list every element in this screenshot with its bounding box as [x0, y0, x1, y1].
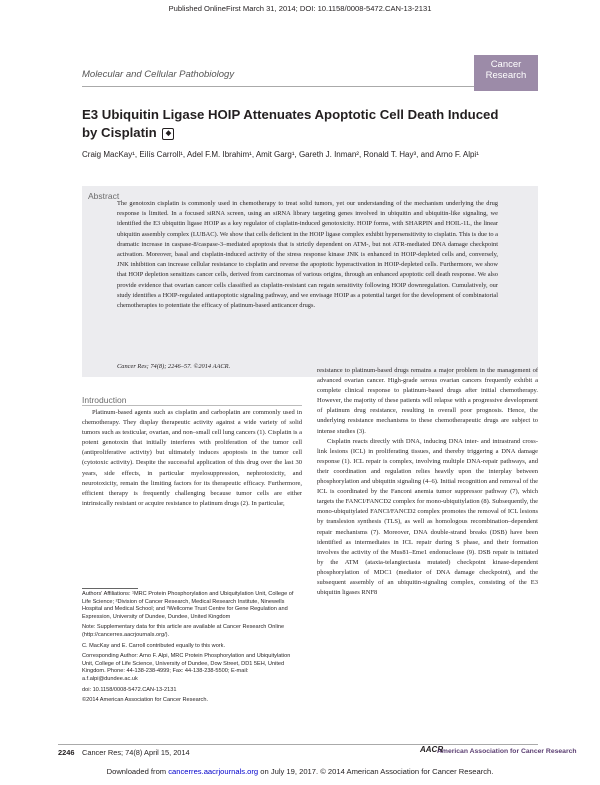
left-column [82, 408, 302, 509]
download-notice [0, 767, 600, 776]
introduction-rule [82, 405, 302, 406]
footnotes [82, 591, 302, 708]
header-rule [82, 86, 474, 87]
journal-badge-text: Cancer Research [485, 59, 527, 81]
journal-badge [474, 55, 538, 91]
intro-paragraph: Cisplatin reacts directly with DNA, inducing DNA inter- and intrastrand cross-link lesions (ICL) in proliferating tissues, and thereby triggering a DNA damage response (1). ICL repair is complex, involving multiple DNA-repair pathways, and their coordination and regulation relies heavily upon the interplay between phosphorylation and ubiquitin signaling (4–6). Initial recognition and removal of the ICL is coordinated by the Fanconi anemia tumor suppressor pathway (7), which targets the FANCI/FANCD2 complex for mono-ubiquitylation (8). Subsequently, the mono-ubiquitylated FANCI/FANCD2 complex promotes the removal of ICL lesions by translesion synthesis (TLS), as well as homologous recombination–dependent repair mechanisms (7). Moreover, DNA double-strand breaks (DSB) have been identified as intermediates in ICL repair during S phase, and their formation involves the activity of the Mus81–Eme1 endonuclease (9). DSB repair is initiated by the ATM (ataxia-telangiectasia mutated) checkpoint kinase-dependent phosphorylation of MDC1 (mediator of DNA damage checkpoint), and the subsequent assembly of an ubiquitin-signaling complex, consisting of the E3 ubiquitin ligases RNF8 [317, 437, 538, 597]
footnote-affiliations: Authors' Affiliations: ¹MRC Protein Phosphorylation and Ubiquitylation Unit, College of Life Science; ²Division of Cancer Research, Medical Research Institute, Ninewells Hospital and Medical School; and ³Wellcome Trust Centre for Gene Regulation and Expression, University of Dundee, Dundee, United Kingdom [82, 591, 294, 620]
download-prefix: Downloaded from [106, 767, 169, 776]
open-access-icon: ◆ [162, 128, 174, 140]
publisher-name: American Association for Cancer Research [437, 748, 577, 755]
footer-rule [58, 744, 538, 745]
aacr-logo: AACR [420, 745, 444, 754]
footnote-copyright: ©2014 American Association for Cancer Research. [82, 697, 209, 704]
right-column [317, 366, 538, 598]
author-list: Craig MacKay¹, Eilís Carroll¹, Adel F.M. Ibrahim¹, Amit Garg¹, Gareth J. Inman², Ronald T. Hay³, and Arno F. Alpi¹ [82, 150, 479, 159]
footnote-note: Note: Supplementary data for this article are available at Cancer Research Online (http://cancerres.aacrjournals.org/). [82, 624, 285, 638]
article-title-text: E3 Ubiquitin Ligase HOIP Attenuates Apoptotic Cell Death Induced by Cisplatin [82, 107, 499, 140]
footnote-equal-contribution: C. MacKay and E. Carroll contributed equally to this work. [82, 642, 226, 649]
intro-paragraph: Platinum-based agents such as cisplatin and carboplatin are commonly used in chemotherapy. They display therapeutic activity against a wide variety of solid tumors such as testicular, ovarian, and non–small cell lung cancers (1). Cisplatin is a potent genotoxin that initially interferes with proliferation of the tumor cell (antiproliferative activity) but ultimately induces apoptosis in the tumor cell (cytotoxic activity). Despite the successful application of this drug over the last 30 years, side effects, in particular myelosuppression, nephrotoxicity, and neurotoxicity, remain the limiting factors for its therapeutic efficacy. Furthermore, efficient therapy is frequently challenging because tumor cells are either intrinsically resistant or acquire resistance to platinum drugs (2). In particular, [82, 409, 302, 507]
footnote-doi: doi: 10.1158/0008-5472.CAN-13-2131 [82, 686, 177, 693]
doi-header: Published OnlineFirst March 31, 2014; DOI: 10.1158/0008-5472.CAN-13-2131 [168, 4, 432, 13]
download-suffix: on July 19, 2017. © 2014 American Association for Cancer Research. [258, 767, 494, 776]
abstract-heading: Abstract [88, 191, 120, 201]
journal-link[interactable]: cancerres.aacrjournals.org [168, 767, 259, 776]
footnote-rule [82, 588, 138, 589]
section-label: Molecular and Cellular Pathobiology [82, 69, 235, 80]
footnote-corresponding-author: Corresponding Author: Arno F. Alpi, MRC Protein Phosphorylation and Ubiquitylation Unit, College of Life Science, University of Dundee, Dow Street, DD1 5EH, United Kingdom. Phone: 44-138-238-4999; Fax: 44-138-238-5500; E-mail: a.f.alpi@dundee.ac.uk [82, 653, 291, 682]
article-title [82, 106, 502, 142]
intro-paragraph-continued: resistance to platinum-based drugs remains a major problem in the management of advanced ovarian cancer. High-grade serous ovarian cancers frequently exhibit a complete clinical response to platinum-based drugs after initial chemotherapy. However, the majority of these patients will relapse with a progressive development of platinum drug resistance, resulting in overall poor prognosis. Hence, the underlying resistance mechanisms to these chemotherapeutic drugs are subject to intense studies (3). [317, 367, 538, 435]
page-number: 2246 [58, 748, 75, 757]
introduction-heading: Introduction [82, 395, 127, 405]
abstract-citation: Cancer Res; 74(8); 2246–57. ©2014 AACR. [117, 363, 231, 370]
footer-citation: Cancer Res; 74(8) April 15, 2014 [82, 748, 190, 757]
abstract-text: The genotoxin cisplatin is commonly used in chemotherapy to treat solid tumors, yet our understanding of the mechanism underlying the drug response is limited. In a focused siRNA screen, using an siRNA library targeting genes involved in ubiquitin and ubiquitin-like signaling, we identified the E3 ubiquitin ligase HOIP as a key regulator of cisplatin-induced genotoxicity. HOIP forms, with SHARPIN and HOIL-1L, the linear ubiquitin assembly complex (LUBAC). We show that cells deficient in the HOIP ligase complex exhibit hypersensitivity to cisplatin. This is due to a dramatic increase in caspase-8/caspase-3–mediated apoptosis that is strictly dependent on ATM-, but not ATR-mediated DNA damage checkpoint activation. Moreover, basal and cisplatin-induced activity of the stress response kinase JNK is enhanced in HOIP-depleted cells and, conversely, JNK inhibition can increase cellular resistance to cisplatin and reverse the apoptotic hyperactivation in HOIP-depleted cells. Furthermore, we show that HOIP depletion sensitizes cancer cells, derived from carcinomas of various origins, through an enhanced apoptotic cell death response. We also provide evidence that ovarian cancer cells classified as cisplatin-resistant can regain sensitivity following HOIP downregulation. Cumulatively, our study identifies a HOIP-regulated antiapoptotic signaling pathway, and we envisage HOIP as a potential target for the development of combinatorial chemotherapies to potentiate the efficacy of platinum-based anticancer drugs. [117, 200, 498, 310]
